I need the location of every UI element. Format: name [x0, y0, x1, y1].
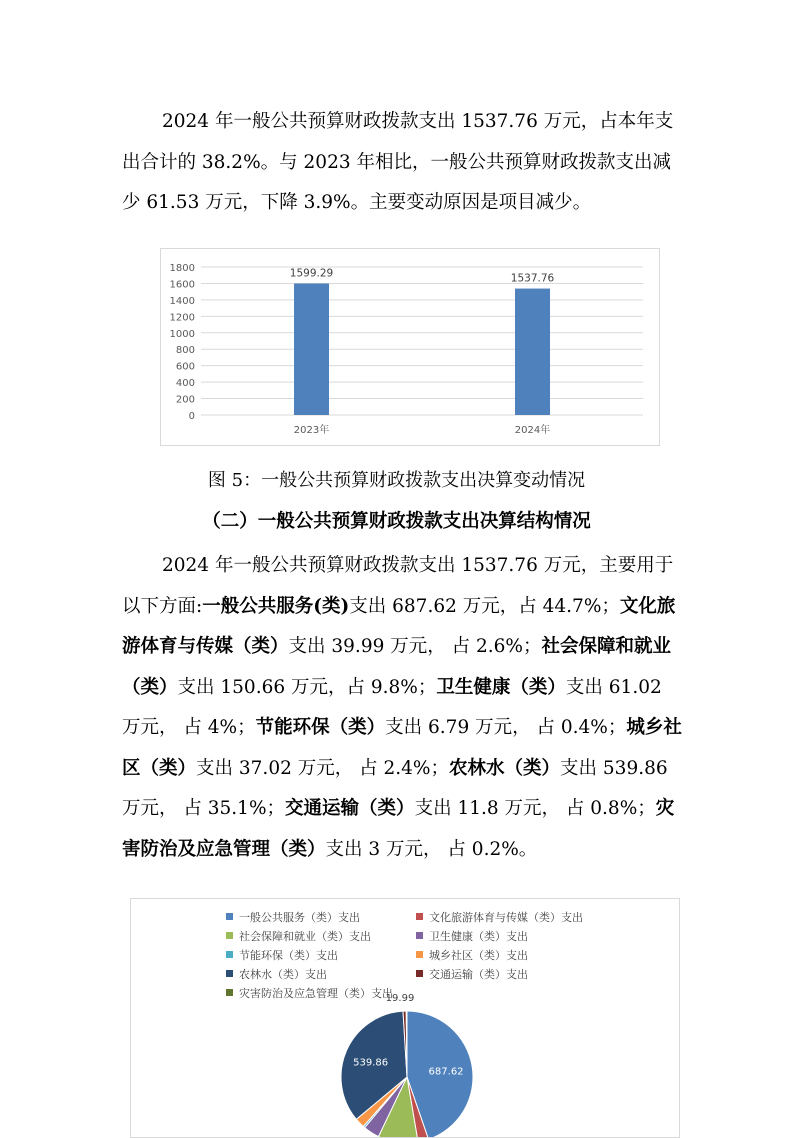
legend-label: 社会保障和就业（类）支出 — [239, 929, 371, 943]
legend-label: 农林水（类）支出 — [239, 967, 327, 981]
item-text: 支出 61.02 万元， 占 4%； — [122, 676, 662, 738]
paragraph-text: 2024 年一般公共预算财政拨款支出 1537.76 万元，占本年支出合计的 38.2%。与 2023 年相比，一般公共预算财政拨款支出减少 61.53 万元，下降 3.9%。主要变动原因是项目减少。 — [122, 111, 674, 213]
section-heading: （二）一般公共预算财政拨款支出决算结构情况 — [202, 511, 591, 532]
bar-chart — [161, 249, 659, 445]
y-tick-label: 1400 — [169, 295, 195, 307]
item-name: 交通运输（类） — [285, 798, 415, 819]
item-name: 卫生健康（类） — [436, 676, 566, 698]
slice-value-label: 19.99 — [385, 993, 415, 1004]
item-text: 支出 39.99 万元， 占 2.6%； — [288, 636, 542, 657]
item-name: 节能环保（类） — [255, 717, 386, 738]
y-tick-label: 200 — [175, 394, 195, 406]
bar — [294, 284, 329, 415]
item-name: 城乡社区（类） — [122, 717, 682, 779]
y-tick-label: 1600 — [169, 279, 195, 291]
legend-label: 灾害防治及应急管理（类）支出 — [239, 986, 393, 1000]
bar — [515, 289, 550, 415]
y-tick-label: 1800 — [169, 263, 195, 274]
bar-data-label: 1537.76 — [510, 272, 555, 285]
legend-label: 交通运输（类）支出 — [429, 967, 528, 981]
item-name: 灾害防治及应急管理（类） — [122, 798, 675, 860]
item-text: 支出 37.02 万元， 占 2.4%； — [196, 757, 450, 779]
slice-value-label: 687.62 — [428, 1066, 464, 1078]
bar-chart-container — [160, 248, 660, 446]
y-tick-label: 0 — [188, 411, 195, 422]
item-text: 支出 3 万元， 占 0.2%。 — [325, 838, 538, 860]
paragraph-expenditure-change — [122, 102, 682, 224]
item-text: 支出 11.8 万元， 占 0.8%； — [414, 798, 656, 819]
y-tick-label: 1000 — [169, 328, 195, 340]
y-tick-label: 1200 — [169, 312, 195, 324]
legend-label: 节能环保（类）支出 — [239, 948, 338, 962]
x-tick-label: 2024年 — [514, 425, 551, 436]
y-tick-label: 400 — [175, 378, 195, 390]
slice-value-label: 539.86 — [353, 1057, 389, 1069]
legend-label: 城乡社区（类）支出 — [429, 948, 528, 962]
bar-data-label: 1599.29 — [289, 267, 334, 280]
figure-caption: 图 5：一般公共预算财政拨款支出决算变动情况 — [207, 470, 586, 491]
item-name: 一般公共服务(类) — [202, 595, 350, 617]
legend-label: 卫生健康（类）支出 — [429, 929, 528, 943]
paragraph-intro: 2024 年一般公共预算财政拨款支出 1537.76 万元，主要用于以下方面: — [122, 555, 674, 617]
item-text: 支出 6.79 万元， 占 0.4%； — [385, 717, 627, 738]
item-name: 农林水（类） — [449, 757, 561, 779]
pie-chart-container — [130, 898, 680, 1138]
item-text: 支出 150.66 万元，占 9.8%； — [177, 676, 437, 698]
item-text: 支出 539.86 万元， 占 35.1%； — [122, 757, 668, 819]
item-name: 社会保障和就业（类） — [122, 636, 672, 698]
pie-chart — [131, 899, 679, 1137]
item-name: 文化旅游体育与传媒（类） — [122, 595, 676, 657]
y-tick-label: 800 — [175, 345, 195, 357]
paragraph-expenditure-structure — [122, 546, 682, 870]
legend-label: 文化旅游体育与传媒（类）支出 — [429, 910, 583, 924]
x-tick-label: 2023年 — [293, 425, 330, 436]
item-text: 支出 687.62 万元，占 44.7%； — [349, 595, 620, 617]
legend-label: 一般公共服务（类）支出 — [239, 910, 360, 924]
y-tick-label: 600 — [175, 361, 195, 373]
